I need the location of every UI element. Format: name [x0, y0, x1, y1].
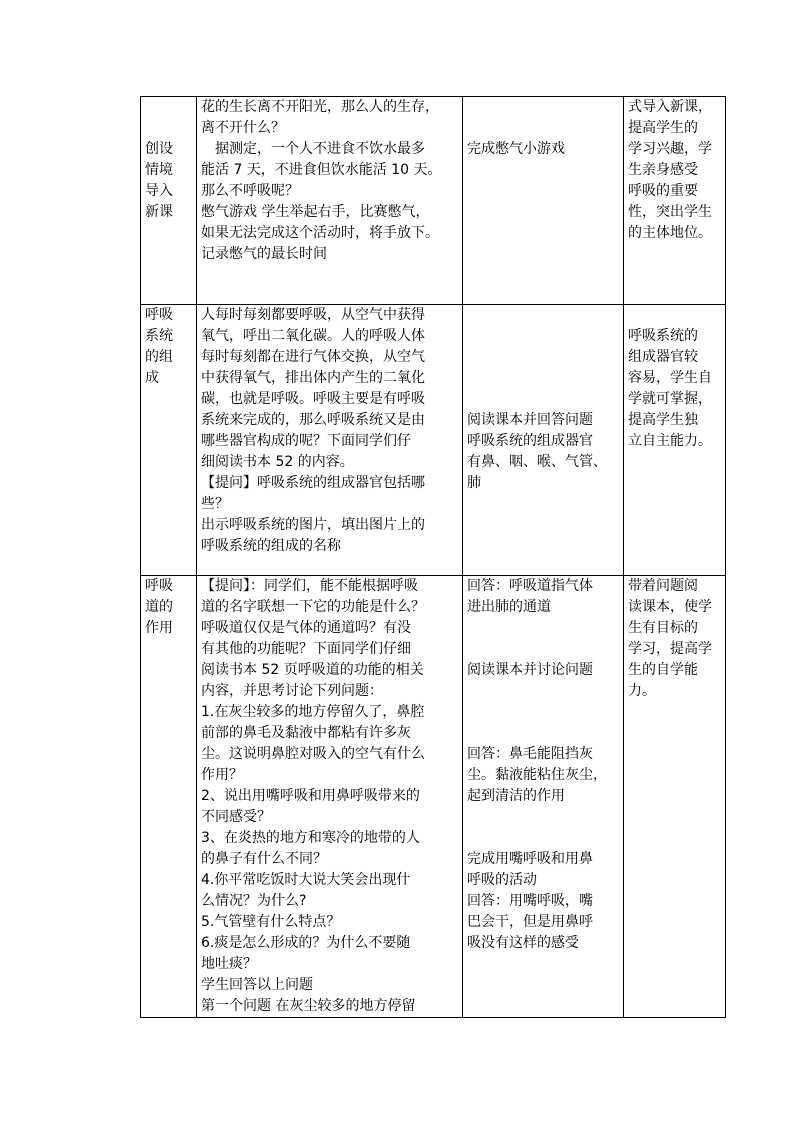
stage-line: 道的 [145, 599, 173, 615]
teacher-line: 第一个问题 在灰尘较多的地方停留 [201, 998, 416, 1014]
teacher-line: 中获得氧气，排出体内产生的二氧化 [201, 370, 425, 386]
teacher-line: 憋气游戏 学生举起右手，比赛憋气， [201, 204, 430, 220]
teacher-line: 【提问】呼吸系统的组成器官包括哪 [201, 475, 425, 491]
student-line: 巴会干，但是用鼻呼 [467, 914, 593, 930]
teacher-line: 6.痰是怎么形成的？为什么不要随 [201, 935, 411, 951]
teacher-line: 前部的鼻毛及黏液中都粘有许多灰 [201, 725, 411, 741]
student-line: 完成憋气小游戏 [467, 141, 565, 157]
student-line: 回答：鼻毛能阻挡灰 [467, 746, 593, 762]
stage-line: 呼吸 [145, 307, 173, 323]
student-line: 尘。黏液能粘住灰尘， [467, 767, 607, 783]
intent-line: 提高学生的 [628, 120, 698, 136]
teacher-line: 5.气管壁有什么特点？ [201, 914, 341, 930]
teacher-line: 学生回答以上问题 [201, 977, 313, 993]
student-activity-cell [463, 97, 624, 305]
teacher-line: 么情况？为什么? [201, 893, 307, 909]
intent-line: 呼吸的重要 [628, 183, 698, 199]
teacher-line: 1.在灰尘较多的地方停留久了，鼻腔 [201, 704, 425, 720]
design-intent-cell [624, 97, 726, 305]
lesson-plan-table [140, 96, 726, 1018]
teacher-line: 地吐痰？ [201, 956, 257, 972]
stage-line: 呼吸 [145, 578, 173, 594]
stage-line: 新课 [145, 204, 173, 220]
stage-line: 导入 [145, 183, 173, 199]
teacher-line: 4.你平常吃饭时大说大笑会出现什 [201, 872, 411, 888]
intent-line: 力。 [628, 683, 656, 699]
stage-cell [141, 576, 197, 1018]
teacher-activity-cell [197, 576, 463, 1018]
teacher-line: 呼吸道仅仅是气体的通道吗？有没 [201, 620, 411, 636]
intent-line: 学习，提高学 [628, 641, 712, 657]
table-row [141, 97, 726, 305]
intent-line: 生亲身感受 [628, 162, 698, 178]
intent-line: 性，突出学生 [628, 204, 712, 220]
intent-line: 容易，学生自 [628, 370, 712, 386]
intent-line: 学就可掌握， [628, 391, 712, 407]
teacher-line: 出示呼吸系统的图片，填出图片上的 [201, 517, 425, 533]
student-line: 回答：呼吸道指气体 [467, 578, 593, 594]
student-line: 阅读课本并回答问题 [467, 412, 593, 428]
table-row [141, 576, 726, 1018]
design-intent-cell [624, 305, 726, 576]
student-line: 完成用嘴呼吸和用鼻 [467, 851, 593, 867]
teacher-line: 作用？ [201, 767, 243, 783]
student-line: 起到清洁的作用 [467, 788, 565, 804]
stage-line: 的组 [145, 349, 173, 365]
teacher-line: 【提问】：同学们，能不能根据呼吸 [201, 578, 418, 594]
student-line: 吸没有这样的感受 [467, 935, 579, 951]
student-activity-cell [463, 305, 624, 576]
teacher-line: 氧气，呼出二氧化碳。人的呼吸人体 [201, 328, 425, 344]
intent-line: 式导入新课， [628, 99, 712, 115]
teacher-line: 尘。这说明鼻腔对吸入的空气有什么 [201, 746, 425, 762]
teacher-line: 些？ [201, 496, 229, 512]
design-intent-cell [624, 576, 726, 1018]
student-line: 进出肺的通道 [467, 599, 551, 615]
intent-line: 组成器官较 [628, 349, 698, 365]
teacher-line: 的鼻子有什么不同？ [201, 851, 327, 867]
student-line: 阅读课本并讨论问题 [467, 662, 593, 678]
stage-cell [141, 97, 197, 305]
teacher-line: 人每时每刻都要呼吸，从空气中获得 [201, 307, 425, 323]
teacher-line: 细阅读书本 52 的内容。 [201, 454, 354, 470]
teacher-line: 据测定，一个人不进食不饮水最多 [201, 141, 425, 157]
intent-line: 立自主能力。 [628, 433, 712, 449]
stage-cell [141, 305, 197, 576]
teacher-line: 道的名字联想一下它的功能是什么？ [201, 599, 425, 615]
teacher-line: 离不开什么？ [201, 120, 285, 136]
teacher-line: 每时每刻都在进行气体交换，从空气 [201, 349, 425, 365]
teacher-line: 那么不呼吸呢？ [201, 183, 299, 199]
intent-line: 学习兴趣，学 [628, 141, 712, 157]
teacher-activity-cell [197, 97, 463, 305]
student-line: 有鼻、咽、喉、气管、 [467, 454, 607, 470]
student-line: 呼吸系统的组成器官 [467, 433, 593, 449]
student-line: 回答：用嘴呼吸，嘴 [467, 893, 593, 909]
table-row [141, 305, 726, 576]
stage-line: 创设 [145, 141, 173, 157]
teacher-line: 3、在炎热的地方和寒冷的地带的人 [201, 830, 420, 846]
teacher-line: 记录憋气的最长时间 [201, 246, 327, 262]
intent-line: 生的自学能 [628, 662, 698, 678]
teacher-line: 哪些器官构成的呢？下面同学们仔 [201, 433, 411, 449]
intent-line: 提高学生独 [628, 412, 698, 428]
teacher-activity-cell [197, 305, 463, 576]
stage-line: 作用 [145, 620, 173, 636]
teacher-line: 有其他的功能呢？下面同学们仔细 [201, 641, 411, 657]
teacher-line: 如果无法完成这个活动时，将手放下。 [201, 225, 439, 241]
student-activity-cell [463, 576, 624, 1018]
stage-line: 成 [145, 370, 159, 386]
teacher-line: 能活 7 天，不进食但饮水能活 10 天。 [201, 162, 442, 178]
intent-line: 读课本，使学 [628, 599, 712, 615]
stage-line: 系统 [145, 328, 173, 344]
teacher-line: 阅读书本 52 页呼吸道的功能的相关 [201, 662, 424, 678]
student-line: 肺 [467, 475, 481, 491]
stage-line: 情境 [145, 162, 173, 178]
intent-line: 的主体地位。 [628, 225, 712, 241]
intent-line: 生有目标的 [628, 620, 698, 636]
teacher-line: 花的生长离不开阳光，那么人的生存， [201, 99, 439, 115]
teacher-line: 2、说出用嘴呼吸和用鼻呼吸带来的 [201, 788, 420, 804]
student-line: 呼吸的活动 [467, 872, 537, 888]
intent-line: 呼吸系统的 [628, 328, 698, 344]
teacher-line: 系统来完成的，那么呼吸系统又是由 [201, 412, 425, 428]
intent-line: 带着问题阅 [628, 578, 698, 594]
teacher-line: 呼吸系统的组成的名称 [201, 538, 341, 554]
teacher-line: 内容，并思考讨论下列问题： [201, 683, 383, 699]
teacher-line: 不同感受？ [201, 809, 271, 825]
teacher-line: 碳，也就是呼吸。呼吸主要是有呼吸 [201, 391, 425, 407]
